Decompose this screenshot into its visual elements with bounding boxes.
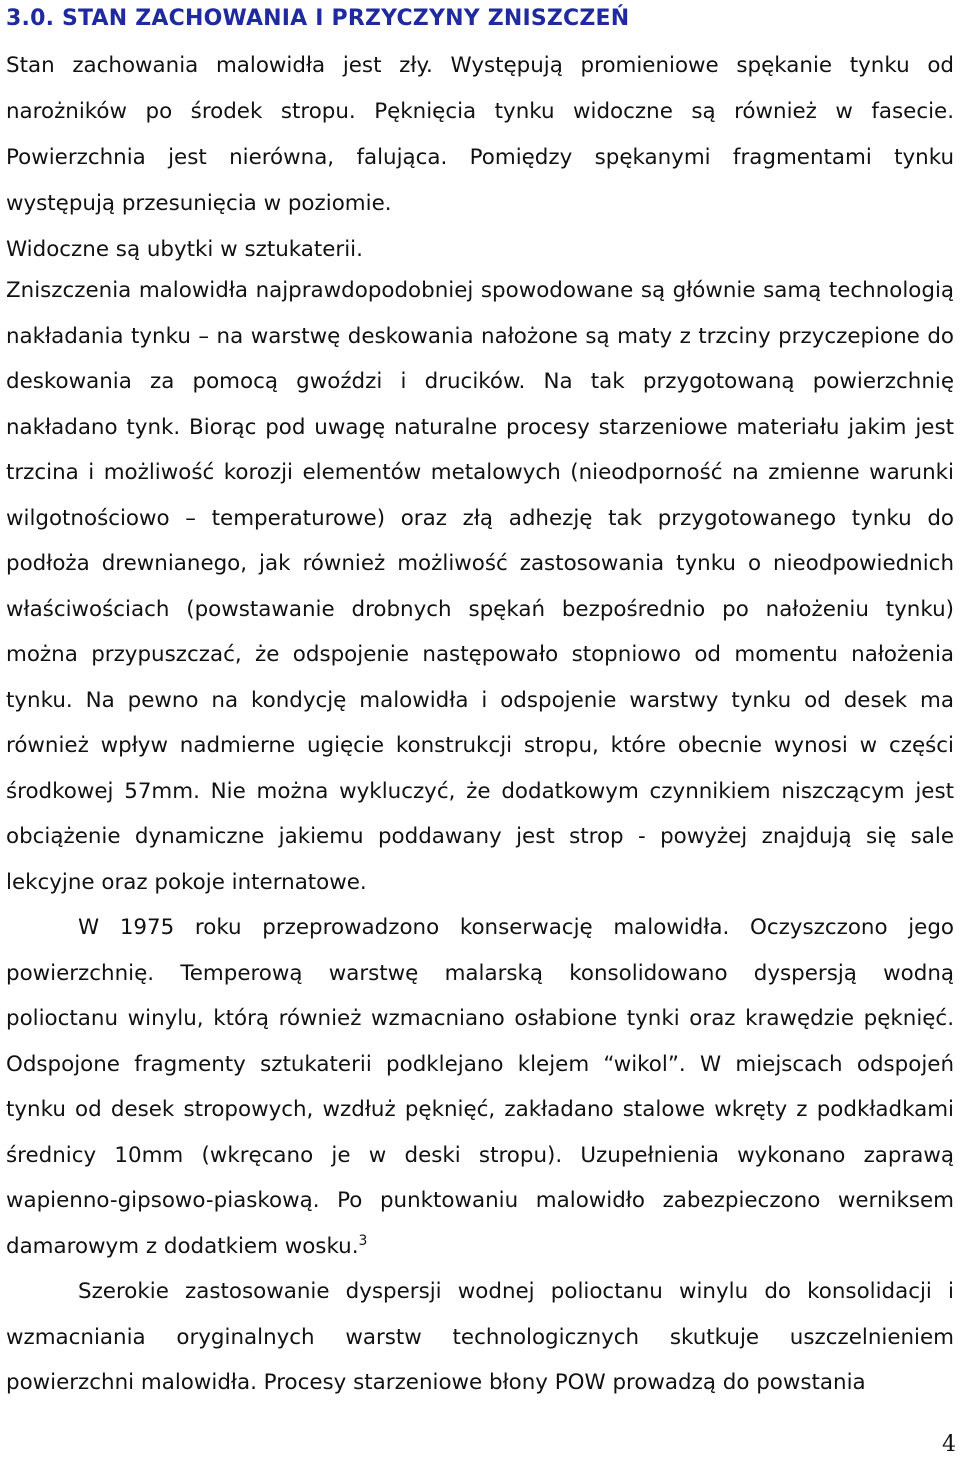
paragraph-causes: Zniszczenia malowidła najprawdopodobniej spowodowane są głównie samą technologią nakładania tynku – na warstwę deskowania nałożone są maty z trzciny przyczepione do deskowania za pomocą gwoździ i drucików. Na tak przygotowaną powierzchnię nakładano tynk. Biorąc pod uwagę naturalne procesy starzeniowe materiału jakim jest trzcina i możliwość korozji elementów metalowych (nieodporność na zmienne warunki wilgotnościowo – temperaturowe) oraz złą adhezję tak przygotowanego tynku do podłoża drewnianego, jak również możliwość zastosowania tynku o nieodpowiednich właściwościach (powstawanie drobnych spękań bezpośrednio po nałożeniu tynku) można przypuszczać, że odspojenie następowało stopniowo od momentu nałożenia tynku. Na pewno na kondycję malowidła i odspojenie warstwy tynku od desek ma również wpływ nadmierne ugięcie konstrukcji stropu, które obecnie wynosi w części środkowej 57mm. Nie można wykluczyć, że dodatkowym czynnikiem niszczącym jest obciążenie dynamiczne jakiemu poddawany jest strop - powyżej znajdują się sale lekcyjne oraz pokoje internatowe.: [6, 278, 954, 895]
paragraph-conservation-1975: [6, 905, 954, 1269]
footnote-reference[interactable]: 3: [358, 1232, 368, 1249]
intro-section: [6, 43, 954, 273]
paragraph-dispersion-effects: Szerokie zastosowanie dyspersji wodnej polioctanu winylu do konsolidacji i wzmacniania oryginalnych warstw technologicznych skutkuje uszczelnieniem powierzchni malowidła. Procesy starzeniowe błony POW prowadzą do powstania: [6, 1279, 954, 1395]
page-number: 4: [942, 1432, 956, 1457]
section-heading: 3.0. STAN ZACHOWANIA I PRZYCZYNY ZNISZCZEŃ: [6, 6, 630, 31]
intro-paragraph-stucco-losses: Widoczne są ubytki w sztukaterii.: [6, 237, 363, 262]
paragraph-conservation-text: W 1975 roku przeprowadzono konserwację malowidła. Oczyszczono jego powierzchnię. Temperową warstwę malarską konsolidowano dyspersją wodną polioctanu winylu, którą również wzmacniano osłabione tynki oraz krawędzie pęknięć. Odspojone fragmenty sztukaterii podklejano klejem “wikol”. W miejscach odspojeń tynku od desek stropowych, wzdłuż pęknięć, zakładano stalowe wkręty z podkładkami średnicy 10mm (wkręcano je w deski stropu). Uzupełnienia wykonano zaprawą wapienno-gipsowo-piaskową. Po punktowaniu malowidło zabezpieczono werniksem damarowym z dodatkiem wosku.: [6, 915, 954, 1259]
main-section: [6, 268, 954, 1406]
intro-paragraph-condition: Stan zachowania malowidła jest zły. Występują promieniowe spękanie tynku od narożników po środek stropu. Pęknięcia tynku widoczne są również w fasecie. Powierzchnia jest nierówna, falująca. Pomiędzy spękanymi fragmentami tynku występują przesunięcia w poziomie.: [6, 53, 954, 216]
